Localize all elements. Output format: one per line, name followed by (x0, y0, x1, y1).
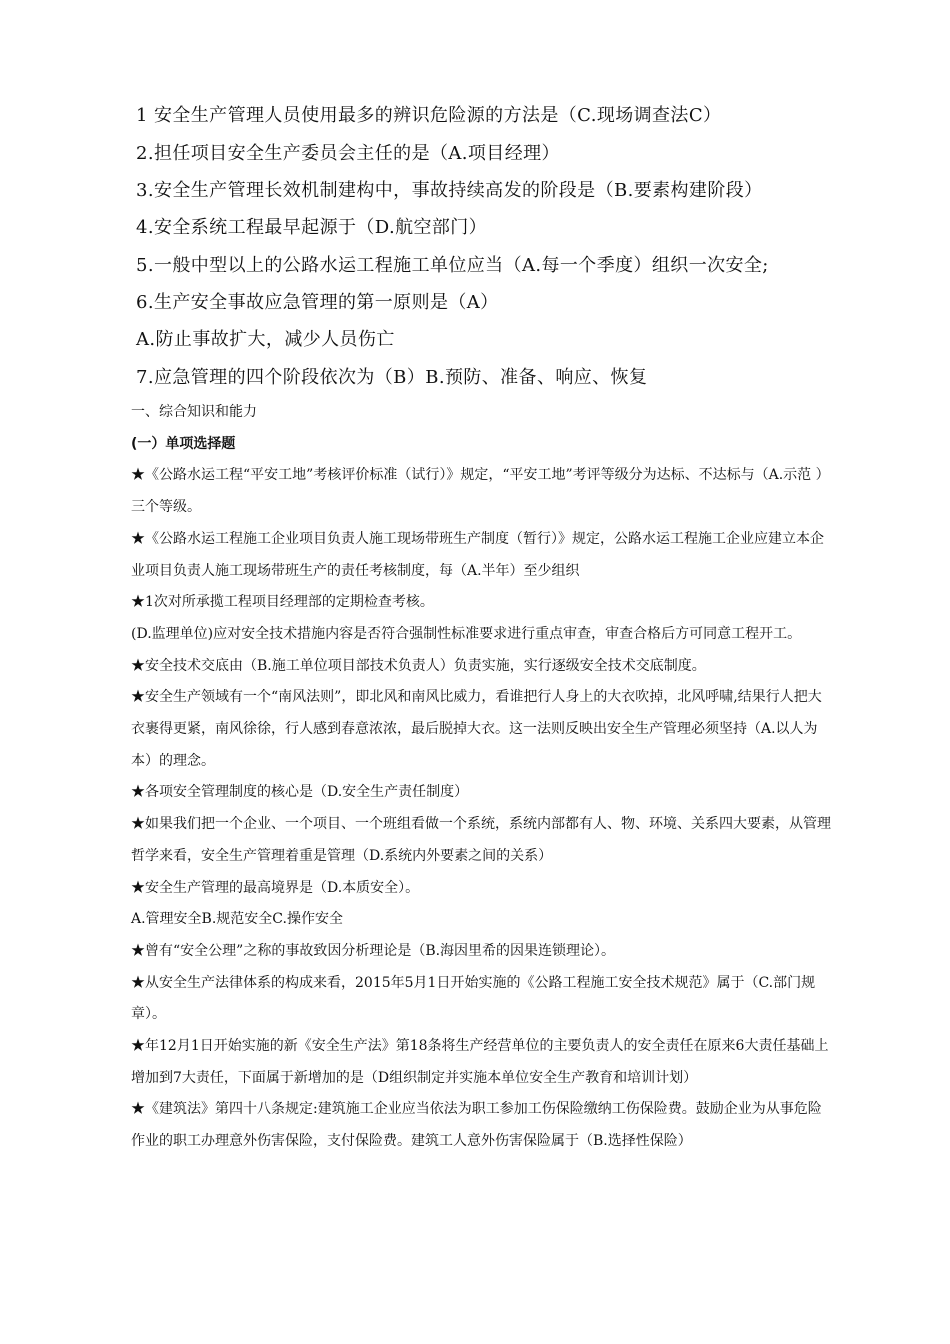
list-item: ★如果我们把一个企业、一个项目、一个班组看做一个系统，系统内部都有人、物、环境、关系四大要素，从管理哲学来看，安全生产管理着重是管理（D.系统内外要素之间的关系） (131, 816, 831, 864)
question-line-5: 5.一般中型以上的公路水运工程施工单位应当（A.每一个季度）组织一次安全; (136, 255, 769, 276)
question-line-3: 3.安全生产管理长效机制建构中，事故持续高发的阶段是（B.要素构建阶段） (136, 180, 763, 201)
subsection-title: (一）单项选择题 (131, 435, 236, 452)
question-line-1: 1 安全生产管理人员使用最多的辨识危险源的方法是（C.现场调查法C） (136, 105, 722, 126)
list-item: (D.监理单位)应对安全技术措施内容是否符合强制性标准要求进行重点审查，审查合格后方可同意工程开工。 (131, 625, 802, 642)
list-item: ★安全生产领域有一个“南风法则”，即北风和南风比威力，看谁把行人身上的大衣吹掉，北风呼啸,结果行人把大衣裹得更紧，南风徐徐，行人感到春意浓浓，最后脱掉大衣。这一法则反映出安全生产管理必须坚持（A.以人为本）的理念。 (131, 689, 822, 769)
list-item: ★曾有“安全公理”之称的事故致因分析理论是（B.海因里希的因果连锁理论）。 (131, 942, 616, 959)
list-item: A.管理安全B.规范安全C.操作安全 (131, 911, 343, 928)
question-line-2: 2.担任项目安全生产委员会主任的是（A.项目经理） (136, 143, 560, 164)
list-item: ★各项安全管理制度的核心是（D.安全生产责任制度） (131, 784, 469, 801)
content-block (131, 397, 831, 1158)
list-item: ★1次对所承揽工程项目经理部的定期检查考核。 (131, 594, 434, 611)
section-title: 一、综合知识和能力 (131, 404, 257, 420)
question-line-6: 6.生产安全事故应急管理的第一原则是（A） (136, 292, 499, 313)
list-item: ★《公路水运工程施工企业项目负责人施工现场带班生产制度（暂行）》规定，公路水运工程施工企业应建立本企业项目负责人施工现场带班生产的责任考核制度，每（A.半年）至少组织 (131, 530, 824, 579)
list-item: ★《建筑法》第四十八条规定:建筑施工企业应当依法为职工参加工伤保险缴纳工伤保险费。鼓励企业为从事危险作业的职工办理意外伤害保险，支付保险费。建筑工人意外伤害保险属于（B.选择性保险） (131, 1101, 822, 1150)
question-line-4: 4.安全系统工程最早起源于（D.航空部门） (136, 217, 488, 238)
question-line-7: 7.应急管理的四个阶段依次为（B）B.预防、准备、响应、恢复 (136, 367, 648, 388)
list-item: ★年12月1日开始实施的新《安全生产法》第18条将生产经营单位的主要负责人的安全责任在原来6大责任基础上增加到7大责任，下面属于新增加的是（D组织制定并实施本单位安全生产教育和培训计划） (131, 1038, 829, 1086)
list-item: ★安全生产管理的最高境界是（D.本质安全）。 (131, 879, 420, 896)
list-item: ★从安全生产法律体系的构成来看，2015年5月1日开始实施的《公路工程施工安全技术规范》属于（C.部门规章）。 (131, 974, 816, 1023)
list-item: ★《公路水运工程“平安工地”考核评价标准（试行）》规定，“平安工地”考评等级分为达标、不达标与（A.示范 ）三个等级。 (131, 467, 830, 516)
list-item: ★安全技术交底由（B.施工单位项目部技术负责人）负责实施，实行逐级安全技术交底制度。 (131, 657, 706, 674)
answer-line-6a: A.防止事故扩大，减少人员伤亡 (136, 329, 395, 350)
